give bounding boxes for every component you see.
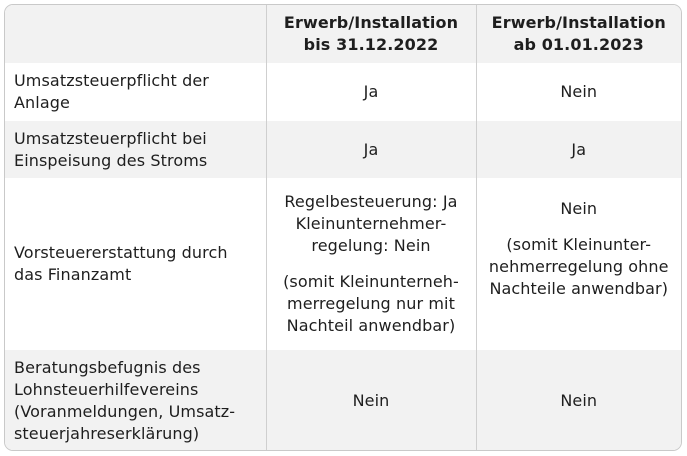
comparison-table xyxy=(5,5,681,451)
row-label-text: steuerjahreserklärung) xyxy=(14,424,200,443)
cell-from-2023: Ja xyxy=(476,121,681,178)
header-text: bis 31.12.2022 xyxy=(303,35,439,54)
cell-text: Kleinunternehmer- xyxy=(295,214,447,233)
table-row xyxy=(5,121,681,178)
header-text: Erwerb/Installation xyxy=(491,13,666,32)
row-label-text: Umsatzsteuerpflicht bei xyxy=(14,128,207,148)
header-cell-until-2022 xyxy=(266,5,476,63)
row-label xyxy=(5,350,266,451)
cell-note-text: (somit Kleinunterneh- xyxy=(283,272,459,291)
table-row xyxy=(5,63,681,121)
cell-from-2023: Nein xyxy=(476,63,681,121)
cell-from-2023: Nein xyxy=(476,350,681,451)
cell-note-text: Nachteil anwendbar) xyxy=(286,316,456,335)
cell-note-text: merregelung nur mit xyxy=(287,294,455,313)
row-label-text: Umsatzsteuerpflicht der xyxy=(14,71,209,90)
header-text: Erwerb/Installation xyxy=(283,13,459,32)
cell-until-2022 xyxy=(266,178,476,350)
cell-text: Regelbesteuerung: Ja xyxy=(284,192,458,211)
comparison-table-frame xyxy=(4,4,682,451)
cell-note-text: (somit Kleinunter- xyxy=(506,235,652,254)
row-label-text: Anlage xyxy=(14,93,70,112)
header-cell-from-2023 xyxy=(476,5,681,63)
table-row xyxy=(5,178,681,350)
cell-note-text: Nachteile anwendbar) xyxy=(489,279,669,298)
row-label-text: Lohnsteuerhilfevereins xyxy=(14,380,199,399)
row-label-text: Vorsteuererstattung durch xyxy=(14,243,228,262)
cell-from-2023 xyxy=(476,178,681,350)
table-row xyxy=(5,350,681,451)
row-label xyxy=(5,63,266,121)
row-label-text: das Finanzamt xyxy=(14,265,132,284)
row-label xyxy=(5,178,266,350)
cell-until-2022: Nein xyxy=(266,350,476,451)
cell-until-2022: Ja xyxy=(266,63,476,121)
cell-until-2022: Ja xyxy=(266,121,476,178)
cell-text: regelung: Nein xyxy=(311,236,431,255)
row-label-text: Beratungsbefugnis des xyxy=(14,358,201,377)
header-text: ab 01.01.2023 xyxy=(513,35,644,54)
table-header-row xyxy=(5,5,681,63)
cell-text: Nein xyxy=(560,199,598,218)
row-label-text: Einspeisung des Stroms xyxy=(14,150,208,170)
row-label xyxy=(5,121,266,178)
header-cell-empty xyxy=(5,5,266,63)
row-label-text: (Voranmeldungen, Umsatz- xyxy=(14,402,236,421)
cell-note-text: nehmerregelung ohne xyxy=(488,257,669,276)
